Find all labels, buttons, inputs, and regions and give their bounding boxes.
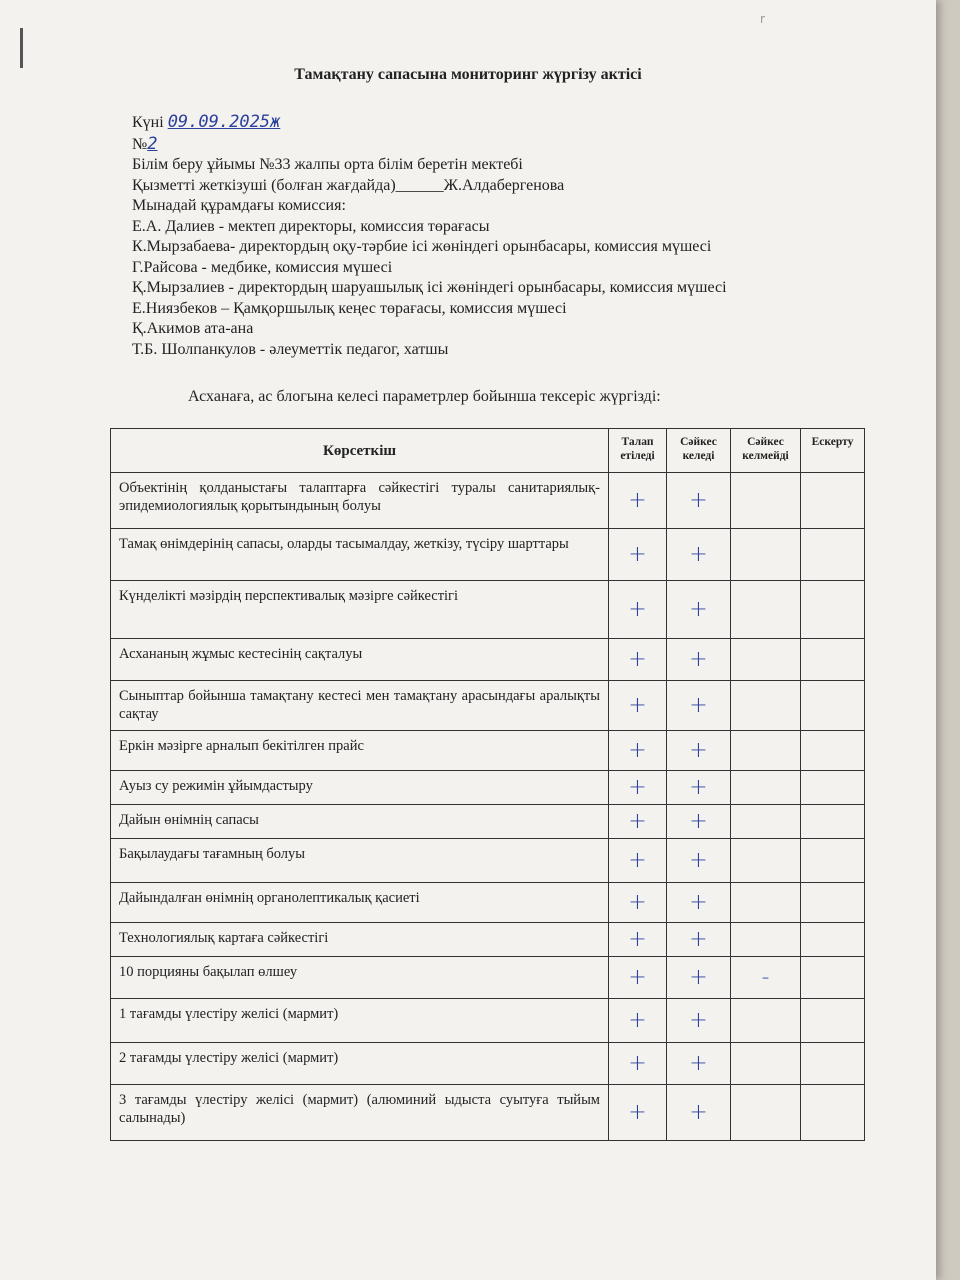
number-handwritten: 2 xyxy=(147,133,158,154)
required-mark: + xyxy=(609,529,667,581)
indicator-cell: 10 порцияны бақылап өлшеу xyxy=(111,957,609,999)
required-mark: + xyxy=(609,581,667,639)
commission-member: Т.Б. Шолпанкулов - әлеуметтік педагог, хатшы xyxy=(132,340,449,358)
table-row xyxy=(111,883,865,923)
header-complies: Сәйкес келеді xyxy=(667,429,731,473)
complies-mark: + xyxy=(667,771,731,805)
commission-member: К.Мырзабаева- директордың оқу-тәрбие ісі жөніндегі орынбасары, комиссия мүшесі xyxy=(132,238,712,255)
not-complies-mark xyxy=(731,473,801,529)
scan-speck: r xyxy=(760,12,765,26)
header-note: Ескерту xyxy=(801,429,865,473)
complies-mark: + xyxy=(667,923,731,957)
scan-edge-mark xyxy=(20,28,23,68)
required-mark: + xyxy=(609,1085,667,1141)
table-row xyxy=(111,839,865,883)
complies-mark: + xyxy=(667,999,731,1043)
complies-mark: + xyxy=(667,731,731,771)
indicator-cell: Тамақ өнімдерінің сапасы, оларды тасымалдау, жеткізу, түсіру шарттары xyxy=(111,529,609,581)
complies-mark: + xyxy=(667,1043,731,1085)
header-required: Талап етіледі xyxy=(609,429,667,473)
table-row xyxy=(111,581,865,639)
not-complies-mark: - xyxy=(731,957,801,999)
complies-mark: + xyxy=(667,639,731,681)
not-complies-mark xyxy=(731,1085,801,1141)
not-complies-mark xyxy=(731,1043,801,1085)
note-cell xyxy=(801,957,865,999)
not-complies-mark xyxy=(731,771,801,805)
table-row xyxy=(111,957,865,999)
complies-mark: + xyxy=(667,581,731,639)
monitoring-table xyxy=(110,428,865,1141)
not-complies-mark xyxy=(731,923,801,957)
required-mark: + xyxy=(609,999,667,1043)
required-mark: + xyxy=(609,473,667,529)
required-mark: + xyxy=(609,681,667,731)
indicator-cell: Сыныптар бойынша тамақтану кестесі мен тамақтану арасындағы аралықты сақтау xyxy=(111,681,609,731)
commission-member: Е.А. Далиев - мектеп директоры, комиссия төрағасы xyxy=(132,217,490,235)
inspection-intro: Асханаға, ас блогына келесі параметрлер бойынша тексеріс жүргізді: xyxy=(188,388,661,405)
table-row xyxy=(111,473,865,529)
date-handwritten: 09.09.2025ж xyxy=(167,112,281,132)
number-label: № xyxy=(132,135,148,153)
not-complies-mark xyxy=(731,681,801,731)
date-label: Күні xyxy=(132,114,164,131)
not-complies-mark xyxy=(731,731,801,771)
required-mark: + xyxy=(609,731,667,771)
note-cell xyxy=(801,639,865,681)
not-complies-mark xyxy=(731,529,801,581)
indicator-cell: Ауыз су режимін ұйымдастыру xyxy=(111,771,609,805)
required-mark: + xyxy=(609,805,667,839)
complies-mark: + xyxy=(667,883,731,923)
table-row xyxy=(111,1043,865,1085)
required-mark: + xyxy=(609,883,667,923)
indicator-cell: Технологиялық картаға сәйкестігі xyxy=(111,923,609,957)
indicator-cell: Дайын өнімнің сапасы xyxy=(111,805,609,839)
header-not-complies: Сәйкес келмейді xyxy=(731,429,801,473)
not-complies-mark xyxy=(731,581,801,639)
indicator-cell: Бақылаудағы тағамның болуы xyxy=(111,839,609,883)
indicator-cell: Еркін мәзірге арналып бекітілген прайс xyxy=(111,731,609,771)
note-cell xyxy=(801,839,865,883)
complies-mark: + xyxy=(667,839,731,883)
indicator-cell: 2 тағамды үлестіру желісі (мармит) xyxy=(111,1043,609,1085)
complies-mark: + xyxy=(667,1085,731,1141)
note-cell xyxy=(801,681,865,731)
commission-member: Е.Ниязбеков – Қамқоршылық кеңес төрағасы, комиссия мүшесі xyxy=(132,299,567,317)
complies-mark: + xyxy=(667,805,731,839)
required-mark: + xyxy=(609,839,667,883)
table-row xyxy=(111,681,865,731)
complies-mark: + xyxy=(667,957,731,999)
table-header-row xyxy=(111,429,865,473)
header-indicator: Көрсеткіш xyxy=(111,429,609,473)
required-mark: + xyxy=(609,771,667,805)
header-line-supplier: Қызметті жеткізуші (болған жағдайда)______Ж.Алдабергенова xyxy=(132,176,565,194)
not-complies-mark xyxy=(731,999,801,1043)
table-row xyxy=(111,731,865,771)
required-mark: + xyxy=(609,923,667,957)
commission-member: Г.Райсова - медбике, комиссия мүшесі xyxy=(132,258,393,276)
document-title: Тамақтану сапасына мониторинг жүргізу актісі xyxy=(294,66,642,83)
document-header xyxy=(132,112,832,360)
indicator-cell: Объектінің қолданыстағы талаптарға сәйкестігі туралы санитариялық-эпидемиологиялық қорытындының болуы xyxy=(111,473,609,529)
indicator-cell: Күнделікті мәзірдің перспективалық мәзірге сәйкестігі xyxy=(111,581,609,639)
note-cell xyxy=(801,529,865,581)
not-complies-mark xyxy=(731,883,801,923)
commission-member: Қ.Акимов ата-ана xyxy=(132,320,254,337)
commission-member: Қ.Мырзалиев - директордың шаруашылық ісі жөніндегі орынбасары, комиссия мүшесі xyxy=(132,279,727,296)
number-line xyxy=(132,134,832,156)
table-row xyxy=(111,771,865,805)
note-cell xyxy=(801,999,865,1043)
table-row xyxy=(111,1085,865,1141)
indicator-cell: Асхананың жұмыс кестесінің сақталуы xyxy=(111,639,609,681)
note-cell xyxy=(801,883,865,923)
header-line-org: Білім беру ұйымы №33 жалпы орта білім беретін мектебі xyxy=(132,156,523,173)
not-complies-mark xyxy=(731,805,801,839)
indicator-cell: Дайындалған өнімнің органолептикалық қасиеті xyxy=(111,883,609,923)
table-row xyxy=(111,529,865,581)
note-cell xyxy=(801,731,865,771)
required-mark: + xyxy=(609,957,667,999)
complies-mark: + xyxy=(667,681,731,731)
not-complies-mark xyxy=(731,639,801,681)
complies-mark: + xyxy=(667,529,731,581)
table-row xyxy=(111,639,865,681)
indicator-cell: 1 тағамды үлестіру желісі (мармит) xyxy=(111,999,609,1043)
note-cell xyxy=(801,1085,865,1141)
indicator-cell: 3 тағамды үлестіру желісі (мармит) (алюминий ыдыста суытуға тыйым салынады) xyxy=(111,1085,609,1141)
note-cell xyxy=(801,581,865,639)
not-complies-mark xyxy=(731,839,801,883)
required-mark: + xyxy=(609,1043,667,1085)
table-row xyxy=(111,805,865,839)
note-cell xyxy=(801,473,865,529)
note-cell xyxy=(801,771,865,805)
complies-mark: + xyxy=(667,473,731,529)
note-cell xyxy=(801,1043,865,1085)
table-row xyxy=(111,999,865,1043)
note-cell xyxy=(801,923,865,957)
required-mark: + xyxy=(609,639,667,681)
note-cell xyxy=(801,805,865,839)
table-row xyxy=(111,923,865,957)
date-line xyxy=(132,112,832,134)
header-line-commission: Мынадай құрамдағы комиссия: xyxy=(132,197,346,214)
